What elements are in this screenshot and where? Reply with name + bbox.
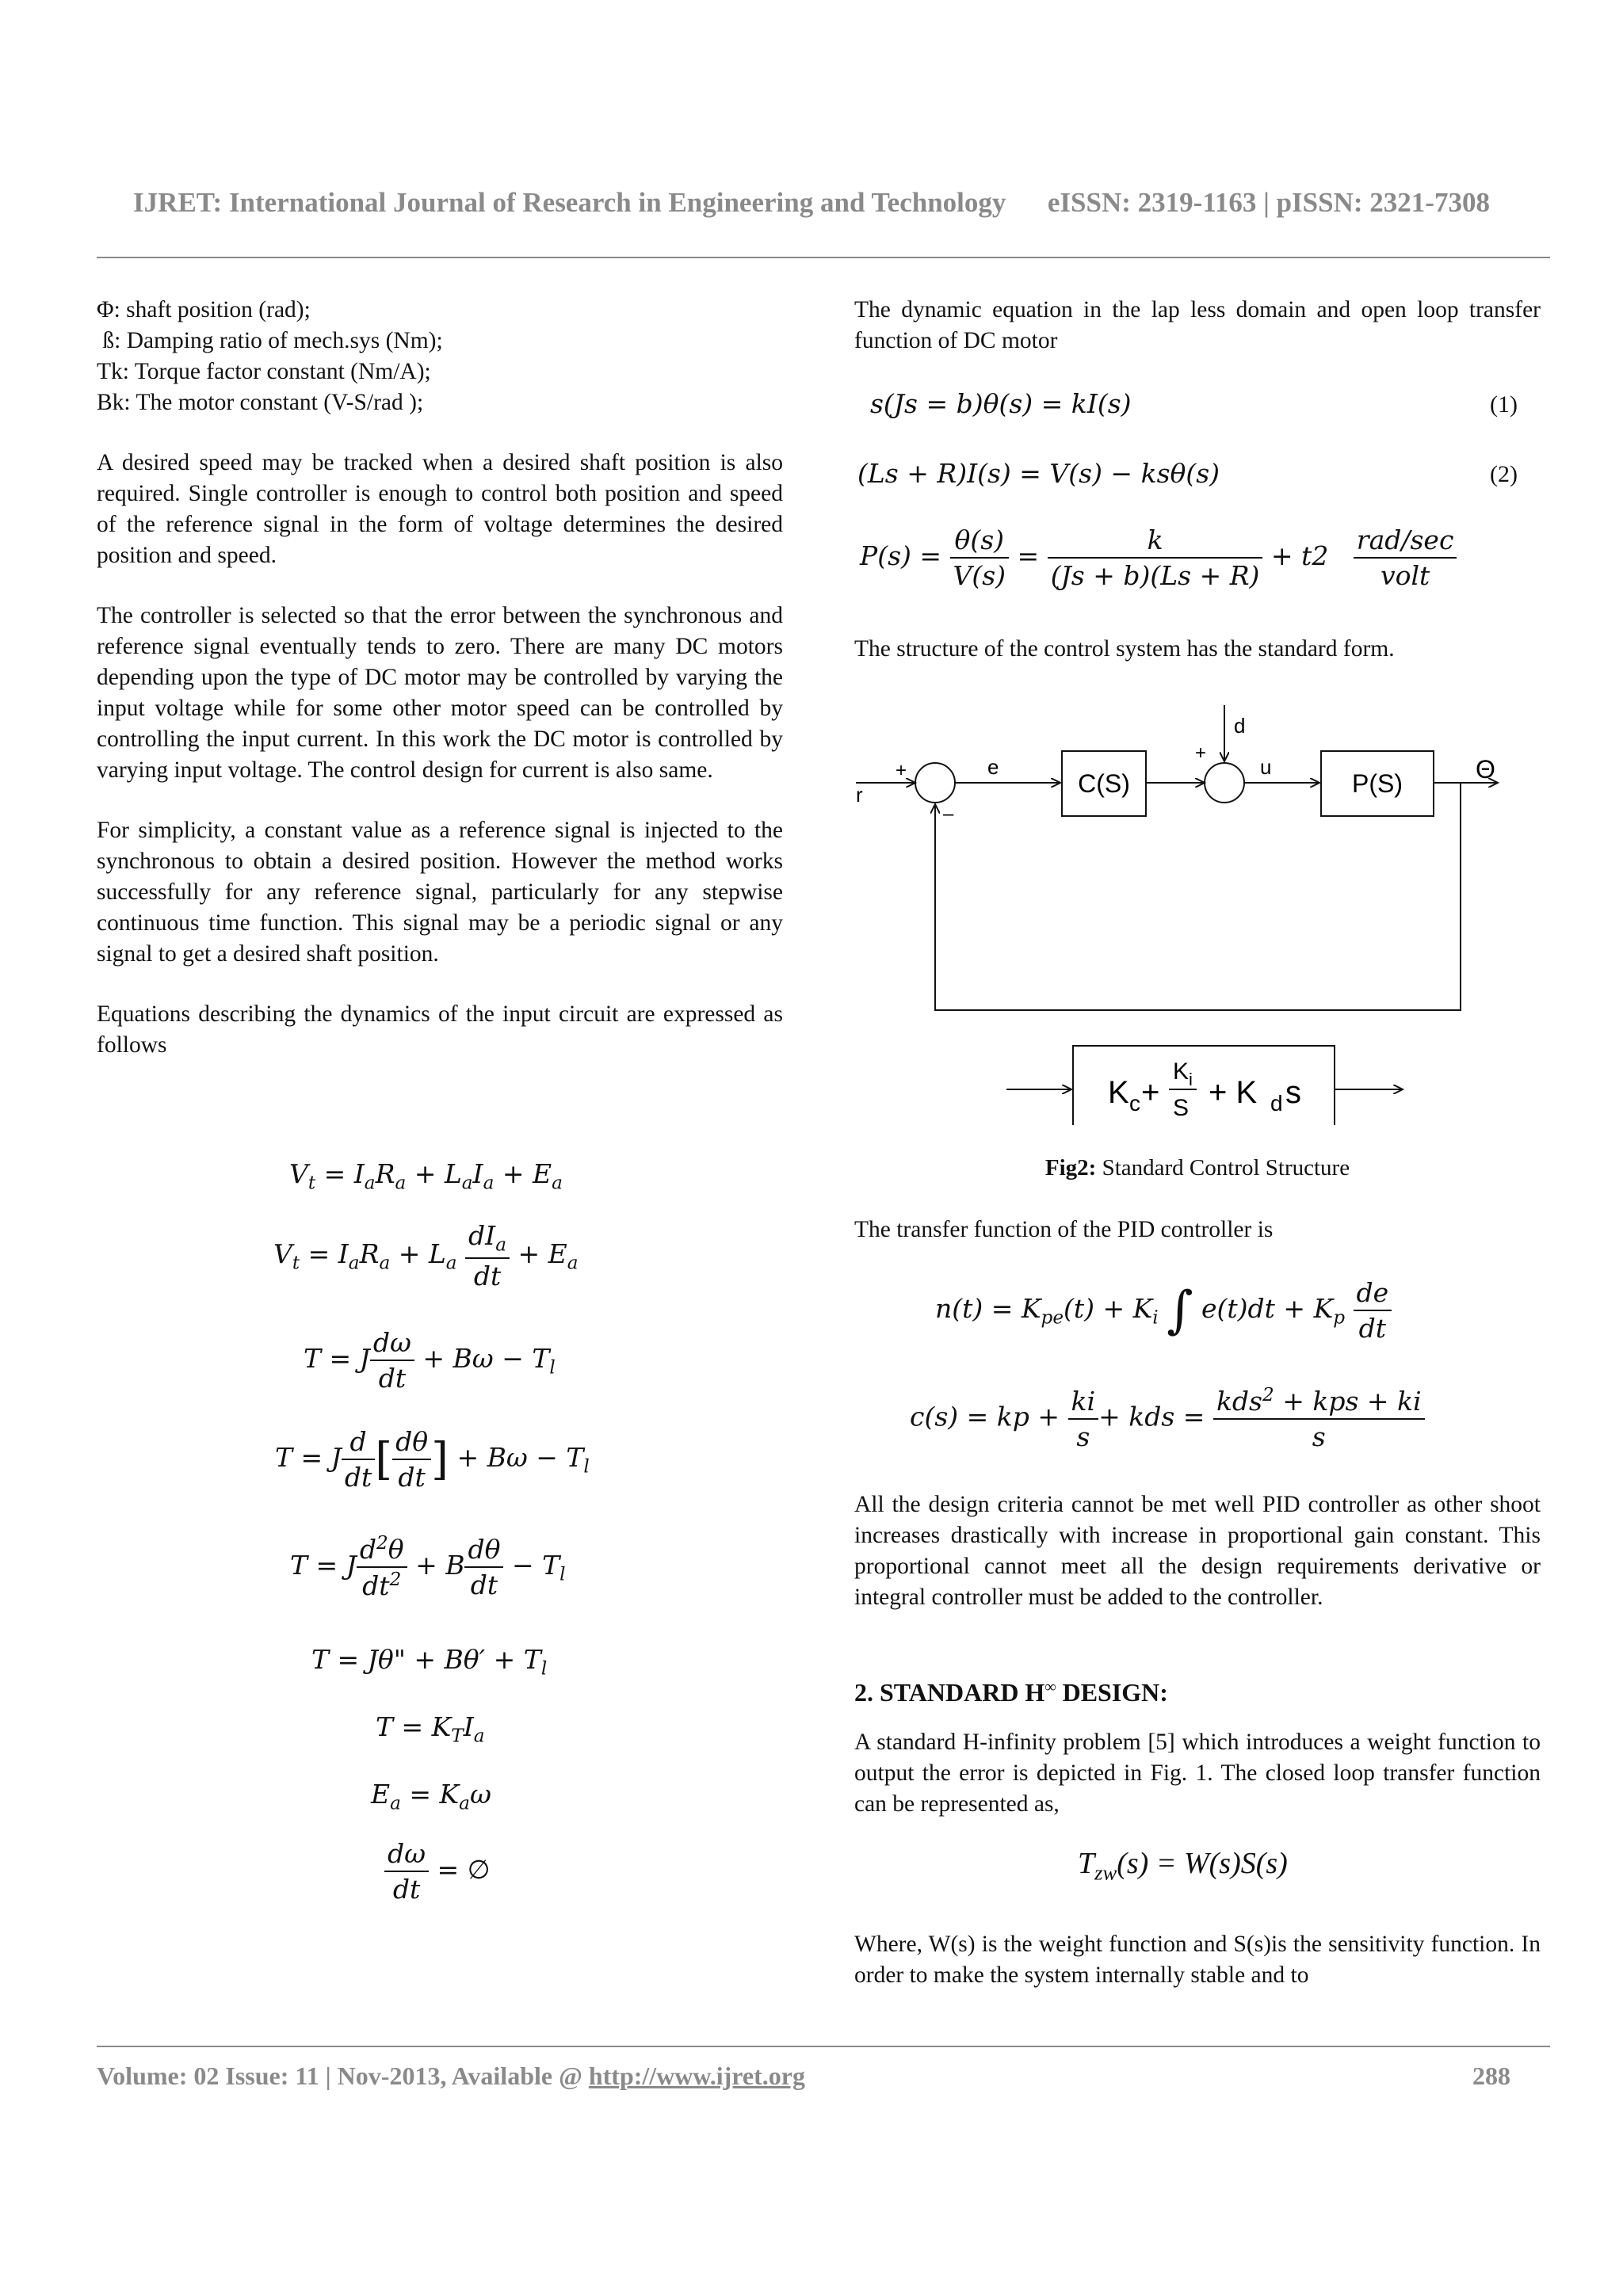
symbol-line: Bk: The motor constant (V-S/rad ); [97, 390, 424, 415]
feedback-path [935, 783, 1461, 1010]
header-rule [97, 257, 1550, 258]
svg-text:+: + [1141, 1075, 1160, 1110]
svg-text:K: K [1173, 1058, 1190, 1085]
equation-torque: T = J $\frac{d\omega}{dt}$ + $B\omega - T_l$ [304, 1327, 556, 1394]
left-column [97, 295, 783, 1061]
paragraph: Equations describing the dynamics of the input circuit are expressed as follows [97, 1001, 783, 1058]
svg-text:s: s [1285, 1075, 1301, 1110]
label-ps: P(S) [1352, 769, 1403, 798]
svg-text:+ K: + K [1209, 1075, 1258, 1110]
journal-header [0, 187, 1623, 219]
footer-link[interactable]: http://www.ijret.org [588, 2061, 805, 2090]
equation-torque-second: T = J $\frac{d^2\theta}{dt^2}$ + B $\frac{d\theta}{dt}$ − $T_l$ [290, 1533, 566, 1601]
equation-kt: $T = K_TI_a$ [376, 1711, 485, 1747]
svg-text:i: i [1189, 1070, 1193, 1089]
section-title-tail: DESIGN: [1056, 1678, 1168, 1707]
equation-pid-time: $n(t) = K_{pe}(t) + K_i$ ∫ $e(t)dt + K_p$ $\frac{de}{dt}$ [935, 1277, 1392, 1344]
summing-junction-2 [1205, 763, 1244, 803]
hinf-paragraph: A standard H-infinity problem [5] which introduces a weight function to output the error is depicted in Fig. 1. The closed loop transfer function can be represented as, [854, 1730, 1541, 1817]
label-minus-1: – [943, 803, 954, 825]
label-e: e [987, 755, 999, 779]
label-u: u [1260, 755, 1272, 779]
svg-text:c: c [1129, 1091, 1140, 1116]
figure-label: Fig2: [1044, 1155, 1097, 1180]
design-text [854, 1489, 1541, 1613]
section-heading [854, 1678, 1168, 1707]
equation-domega: $\frac{d\omega}{dt}$ = ∅ [384, 1838, 490, 1905]
pid-text [854, 1215, 1541, 1245]
equation-2: (Ls + R)I(s) = V(s) − ksθ(s) [857, 458, 1220, 489]
symbol-line: Tk: Torque factor constant (Nm/A); [97, 359, 431, 384]
svg-text:d: d [1270, 1091, 1283, 1116]
label-theta: Θ [1476, 755, 1495, 784]
journal-issn: eISSN: 2319-1163 | pISSN: 2321-7308 [1047, 187, 1490, 218]
section-title: 2. STANDARD H [854, 1678, 1045, 1707]
symbol-line: ß: Damping ratio of mech.sys (Nm); [97, 328, 443, 353]
summing-junction-1 [915, 763, 955, 803]
page-number: 288 [1472, 2061, 1510, 2090]
equation-torque-prime: T = Jθ" + $B\theta' + T_l$ [311, 1644, 548, 1680]
hinf-text [854, 1727, 1541, 1820]
structure-paragraph: The structure of the control system has the standard form. [854, 636, 1395, 662]
equation-pid-laplace: c(s) = kp + $\frac{ki}{s}$ + kds = $\frac{kds^2 + kps + ki}{s}$ [910, 1385, 1425, 1452]
equation-ea: $E_a = K_a\omega$ [371, 1779, 491, 1814]
where-text [854, 1929, 1541, 1991]
svg-text:S: S [1173, 1095, 1190, 1121]
intro-paragraph: The dynamic equation in the lap less domain and open loop transfer function of DC motor [854, 297, 1541, 353]
equation-tzw: $T_{zw}(s) = W(s)S(s)$ [1078, 1847, 1288, 1885]
equation-transfer-function: P(s) = $\frac{\theta(s)}{V(s)}$ = $\frac{k}{(Js + b)(Ls + R)}$ + t2 $\frac{\text{rad/sec}}{\text{volt}}$ [860, 524, 1457, 591]
footer-rule [97, 2046, 1550, 2047]
journal-name: IJRET: International Journal of Research in Engineering and Technology [133, 187, 1006, 218]
label-plus-1: + [896, 760, 907, 781]
paragraph: For simplicity, a constant value as a reference signal is injected to the synchronous to obtain a desired position. However the method works successfully for any reference signal, particularly for any stepwise continuous time function. This signal may be a periodic signal or any signal to get a desired shaft position. [97, 818, 783, 967]
structure-text [854, 634, 1541, 665]
equation-vt-di: $V_t = I_aR_a + L_a$ $\frac{dI_a}{dt}$ + $E_a$ [273, 1220, 579, 1291]
design-paragraph: All the design criteria cannot be met well PID controller as other shoot increases drastically with increase in proportional gain constant. This proportional cannot meet all the design requirements derivative or integral controller must be added to the controller. [854, 1492, 1541, 1610]
equation-number-1: (1) [1490, 391, 1518, 418]
footer-volume-text: Volume: 02 Issue: 11 | Nov-2013, Available @ [97, 2061, 589, 2090]
section-sup: ∞ [1044, 1678, 1056, 1696]
equation-torque-theta: T = J $\frac{d}{dt}$ [ $\frac{d\theta}{dt}$ ] + $B\omega - T_l$ [275, 1426, 590, 1493]
equation-1: s(Js = b)θ(s) = kI(s) [870, 388, 1132, 419]
control-block-diagram [848, 697, 1553, 1125]
pid-paragraph: The transfer function of the PID controller is [854, 1217, 1274, 1242]
equation-number-2: (2) [1490, 461, 1518, 487]
paragraph: A desired speed may be tracked when a desired shaft position is also required. Single controller is enough to control both position and speed of the reference signal in the form of voltage determines the desired position and speed. [97, 450, 783, 568]
symbol-line: Φ: shaft position (rad); [97, 297, 311, 322]
label-r: r [856, 783, 863, 807]
intro-text [854, 295, 1541, 357]
label-cs: C(S) [1078, 769, 1130, 798]
svg-text:K: K [1108, 1075, 1129, 1110]
footer-volume [97, 2061, 805, 2091]
figure-caption [854, 1155, 1541, 1181]
where-paragraph: Where, W(s) is the weight function and S(s)is the sensitivity function. In order to make the system internally stable and to [854, 1932, 1541, 1988]
equation-vt: $V_t = I_aR_a + L_aI_a + E_a$ [289, 1158, 563, 1194]
label-d: d [1234, 714, 1246, 738]
label-plus-2: + [1195, 742, 1207, 764]
paragraph: The controller is selected so that the error between the synchronous and reference signal eventually tends to zero. There are many DC motors depending upon the type of DC motor may be controlled by varying the input voltage while for some other motor speed can be controlled by controlling the input current. In this work the DC motor is controlled by varying input voltage. The control design for current is also same. [97, 603, 783, 783]
figure-caption-text: Standard Control Structure [1096, 1155, 1350, 1180]
